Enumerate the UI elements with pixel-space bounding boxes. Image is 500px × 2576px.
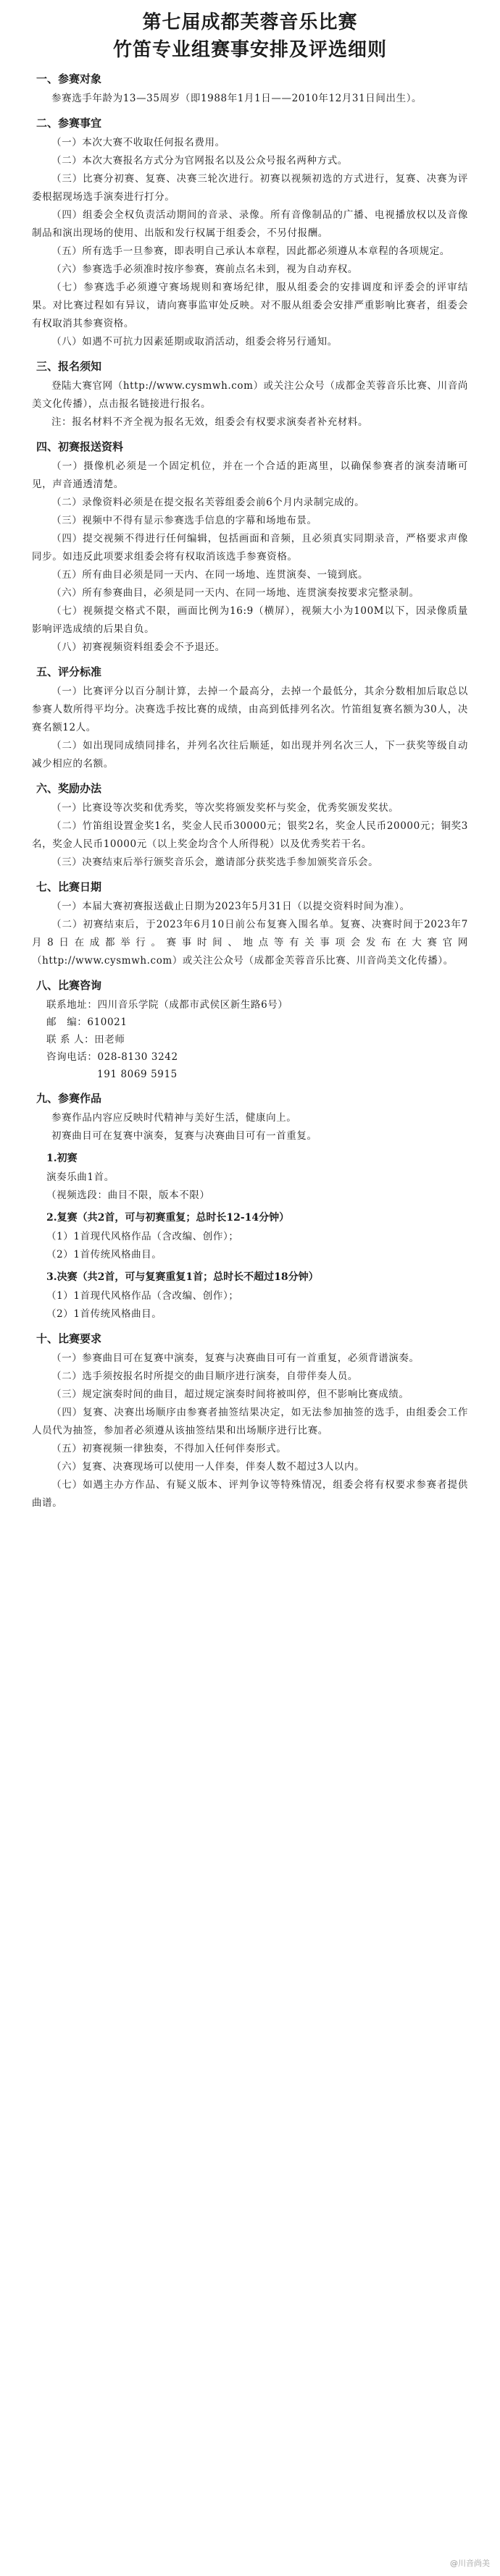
paragraph: （一）本次大赛不收取任何报名费用。	[51, 137, 225, 148]
contact-address: 联系地址：四川音乐学院（成都市武侯区新生路6号）	[46, 999, 288, 1011]
paragraph: （三）规定演奏时间的曲目，超过规定演奏时间将被叫停，但不影响比赛成绩。	[51, 1389, 409, 1400]
paragraph: （五）所有曲目必须是同一天内、在同一场地、连贯演奏、一镜到底。	[51, 569, 369, 581]
round-1-body: 演奏乐曲1首。	[46, 1171, 114, 1183]
paragraph: （二）选手须按报名时所提交的曲目顺序进行演奏，自带伴奏人员。	[51, 1371, 358, 1382]
paragraph: （五）所有选手一旦参赛，即表明自己承认本章程，因此都必须遵从本章程的各项规定。	[51, 245, 450, 257]
paragraph: （一）参赛曲目可在复赛中演奏，复赛与决赛曲目可有一首重复，必须背谱演奏。	[51, 1352, 420, 1364]
section-heading-9: 九、参赛作品	[36, 1092, 102, 1105]
paragraph: （五）初赛视频一律独奏，不得加入任何伴奏形式。	[51, 1443, 287, 1455]
section-heading-1: 一、参赛对象	[36, 72, 102, 85]
paragraph: （八）初赛视频资料组委会不予退还。	[51, 641, 225, 653]
round-2-item-b: （2）1首传统风格曲目。	[46, 1249, 162, 1260]
paragraph: （二）如出现同成绩同排名，并列名次往后顺延，如出现并列名次三人，下一获奖等级自动减少相应的名额。	[32, 740, 468, 770]
contact-phone-row	[46, 1048, 468, 1066]
paragraph: （二）本次大赛报名方式分为官网报名以及公众号报名两种方式。	[51, 155, 348, 167]
contact-block	[46, 996, 468, 1083]
section-heading-8: 八、比赛咨询	[36, 979, 102, 992]
section-heading-10: 十、比赛要求	[36, 1332, 102, 1345]
paragraph: （六）所有参赛曲目，必须是同一天内、在同一场地、连贯演奏按要求完整录制。	[51, 587, 420, 599]
section-heading-2: 二、参赛事宜	[36, 117, 102, 130]
paragraph: （六）参赛选手必须准时按序参赛，赛前点名未到，视为自动弃权。	[51, 264, 358, 275]
round-2-item-a: （1）1首现代风格作品（含改编、创作）；	[46, 1231, 239, 1242]
paragraph: （三）比赛分初赛、复赛、决赛三轮次进行。初赛以视频初选的方式进行，复赛、决赛为评委根据现场选手演奏进行打分。	[32, 173, 468, 203]
contact-phone-label: 咨询电话：	[46, 1051, 98, 1063]
paragraph: 注：报名材料不齐全视为报名无效，组委会有权要求演奏者补充材料。	[51, 416, 369, 428]
paragraph: （四）复赛、决赛出场顺序由参赛者抽签结果决定，如无法参加抽签的选手，由组委会工作人员代为抽签，参加者必须遵从该抽签结果和出场顺序进行比赛。	[32, 1407, 468, 1436]
title-line-1: 第七届成都芙蓉音乐比赛	[142, 12, 358, 33]
section-heading-6: 六、奖励办法	[36, 782, 102, 795]
watermark-text: @川音尚美	[450, 2559, 490, 2568]
contact-person: 联 系 人：田老师	[46, 1034, 125, 1045]
paragraph: （二）初赛结束后，于2023年6月10日前公布复赛入围名单。复赛、决赛时间于2023年7月8日在成都举行。赛事时间、地点等有关事项会发布在大赛官网（http://www.cysmwh.com）或关注公众号（成都金芙蓉音乐比赛、川音尚美文化传播）。	[32, 919, 468, 967]
contact-postcode: 邮 编：610021	[46, 1016, 128, 1028]
round-2-title: 2.复赛（共2首，可与初赛重复；总时长12-14分钟）	[46, 1212, 290, 1224]
title-line-2: 竹笛专业组赛事安排及评选细则	[112, 39, 387, 61]
paragraph: （三）视频中不得有显示参赛选手信息的字幕和场地布景。	[51, 515, 317, 526]
paragraph: （六）复赛、决赛现场可以使用一人伴奏，伴奏人数不超过3人以内。	[51, 1461, 365, 1473]
round-3-item-a: （1）1首现代风格作品（含改编、创作）；	[46, 1290, 239, 1302]
paragraph: 参赛选手年龄为13—35周岁（即1988年1月1日——2010年12月31日间出生）。	[51, 93, 422, 104]
paragraph: （一）本届大赛初赛报送截止日期为2023年5月31日（以提交资料时间为准）。	[51, 901, 410, 912]
paragraph: 初赛曲目可在复赛中演奏，复赛与决赛曲目可有一首重复。	[51, 1130, 317, 1142]
paragraph: （四）提交视频不得进行任何编辑，包括画面和音频，且必须真实同期录音，严格要求声像同步。如违反此项要求组委会将有权取消该选手参赛资格。	[32, 533, 468, 563]
paragraph: （七）视频提交格式不限，画面比例为16:9（横屏），视频大小为100M以下，因录像质量影响评选成绩的后果自负。	[32, 605, 468, 635]
paragraph: （二）竹笛组设置金奖1名，奖金人民币30000元；银奖2名，奖金人民币20000元；铜奖3名，奖金人民币10000元（以上奖金均含个人所得税）以及优秀奖若干名。	[32, 820, 468, 850]
section-heading-5: 五、评分标准	[36, 665, 102, 678]
section-heading-7: 七、比赛日期	[36, 880, 102, 893]
paragraph: （八）如遇不可抗力因素延期或取消活动，组委会将另行通知。	[51, 336, 338, 348]
paragraph: （七）如遇主办方作品、有疑义版本、评判争议等特殊情况，组委会将有权要求参赛者提供曲谱。	[32, 1479, 468, 1509]
section-heading-4: 四、初赛报送资料	[36, 440, 124, 453]
round-3-title: 3.决赛（共2首，可与复赛重复1首；总时长不超过18分钟）	[46, 1271, 319, 1283]
page-title	[32, 0, 468, 64]
paragraph: 参赛作品内容应反映时代精神与美好生活，健康向上。	[51, 1112, 297, 1124]
contact-phone-1: 028-8130 3242	[97, 1051, 178, 1063]
paragraph: （一）摄像机必须是一个固定机位，并在一个合适的距离里，以确保参赛者的演奏清晰可见，声音通透清楚。	[32, 460, 468, 490]
paragraph: （三）决赛结束后举行颁奖音乐会，邀请部分获奖选手参加颁奖音乐会。	[51, 856, 379, 868]
paragraph: （七）参赛选手必须遵守赛场规则和赛场纪律，服从组委会的安排调度和评委会的评审结果。对比赛过程如有异议，请向赛事监审处反映。对不服从组委会安排严重影响比赛者，组委会有权取消其参赛资格。	[32, 282, 468, 329]
paragraph: 登陆大赛官网（http://www.cysmwh.com）或关注公众号（成都金芙蓉音乐比赛、川音尚美文化传播），点击报名链接进行报名。	[32, 380, 468, 410]
round-1-note: （视频选段：曲目不限，版本不限）	[46, 1190, 210, 1201]
paragraph: （一）比赛评分以百分制计算，去掉一个最高分，去掉一个最低分，其余分数相加后取总以参赛人数所得平均分。决赛选手按比赛的成绩，由高到低排列名次。竹笛组复赛名额为30人，决赛名额12人。	[32, 686, 468, 733]
contact-phone-2: 191 8069 5915	[97, 1069, 178, 1080]
round-3-item-b: （2）1首传统风格曲目。	[46, 1308, 162, 1320]
paragraph: （四）组委会全权负责活动期间的音录、录像。所有音像制品的广播、电视播放权以及音像制品和演出现场的使用、出版和发行权属于组委会，不另付报酬。	[32, 209, 468, 239]
paragraph: （二）录像资料必须是在提交报名芙蓉组委会前6个月内录制完成的。	[51, 497, 365, 508]
round-1-title: 1.初赛	[46, 1153, 78, 1164]
section-heading-3: 三、报名须知	[36, 360, 102, 373]
paragraph: （一）比赛设等次奖和优秀奖，等次奖将颁发奖杯与奖金，优秀奖颁发奖状。	[51, 802, 399, 814]
